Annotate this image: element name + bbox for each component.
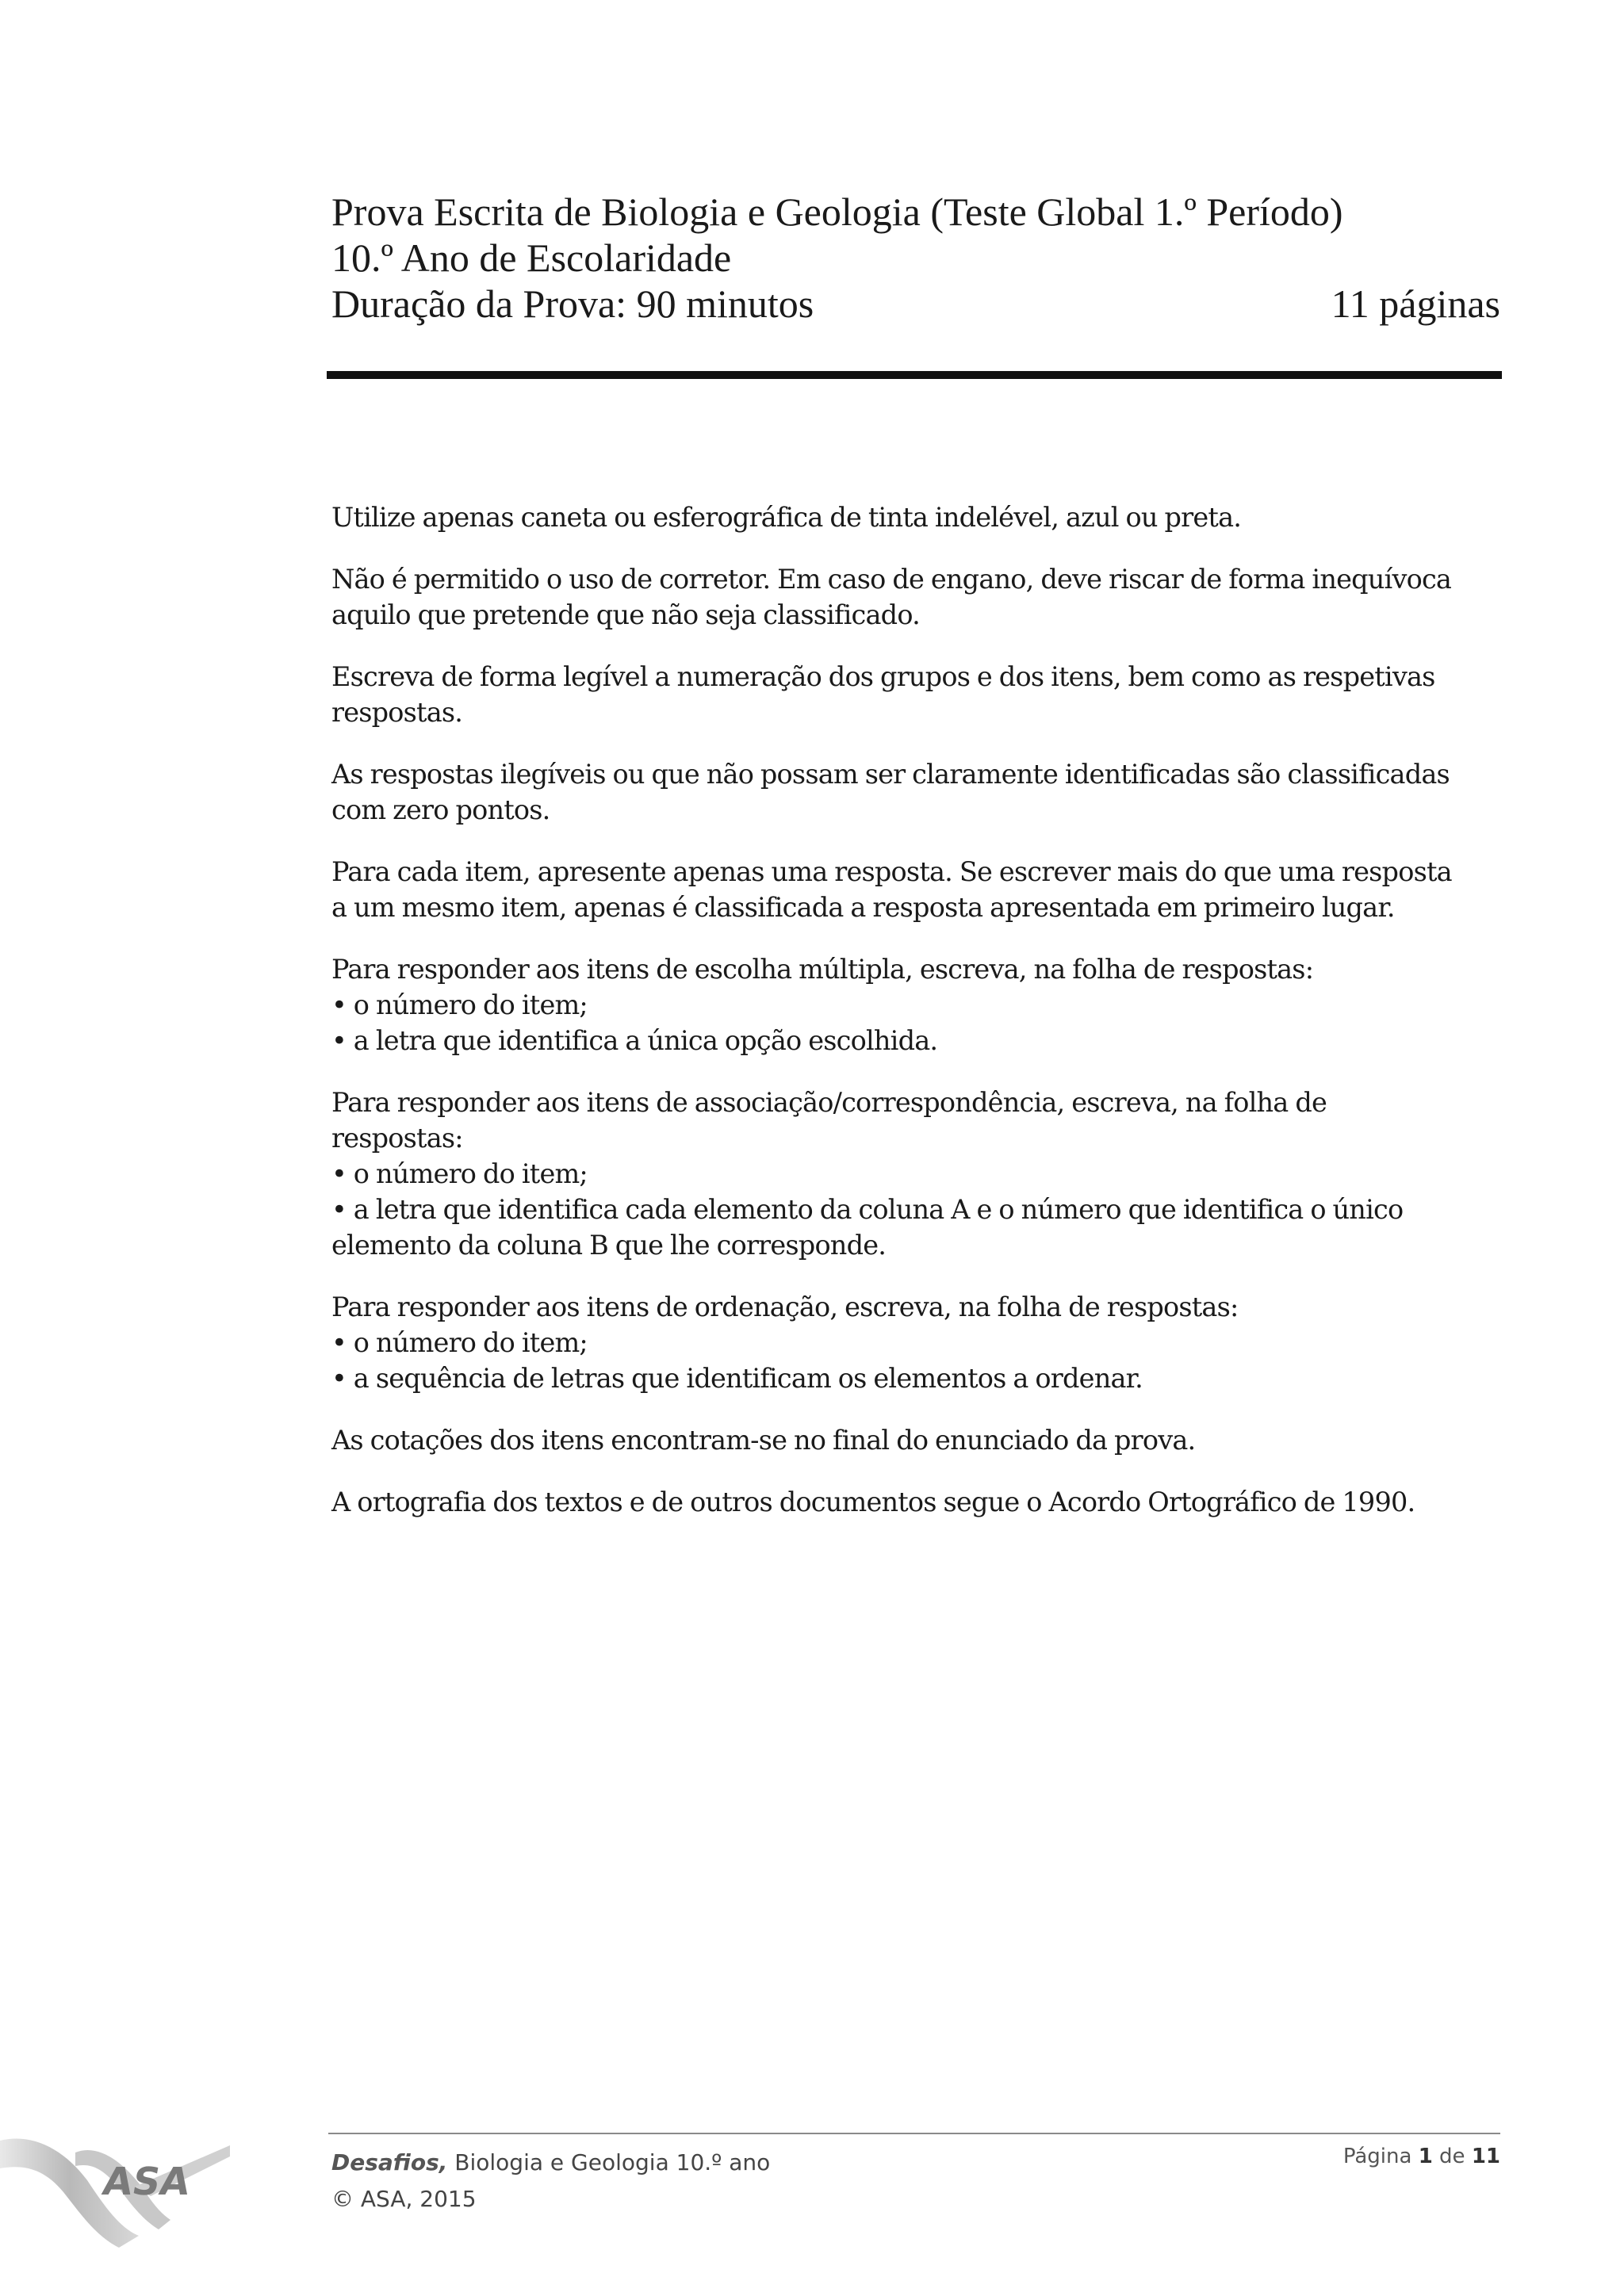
instruction-paragraph — [331, 659, 1497, 730]
instruction-paragraph — [331, 499, 1497, 535]
grade-level: 10.º Ano de Escolaridade — [331, 235, 732, 280]
instruction-paragraph — [331, 1484, 1497, 1520]
copyright: © ASA, 2015 — [331, 2186, 477, 2212]
instruction-line: com zero pontos. — [331, 794, 550, 825]
instruction-line: • o número do item; — [331, 1327, 588, 1358]
instruction-line: Para responder aos itens de escolha múltipla, escreva, na folha de respostas: — [331, 954, 1314, 985]
page-separator: de — [1439, 2145, 1465, 2168]
duration-row — [331, 281, 1500, 327]
instruction-line: respostas: — [331, 1123, 463, 1154]
instructions-list — [331, 499, 1497, 1546]
instruction-line: Utilize apenas caneta ou esferográfica de tinta indelével, azul ou preta. — [331, 502, 1242, 533]
instruction-line: • o número do item; — [331, 1158, 588, 1189]
instruction-line: • a sequência de letras que identificam os elementos a ordenar. — [331, 1363, 1143, 1394]
instruction-line: As respostas ilegíveis ou que não possam ser claramente identificadas são classificadas — [331, 759, 1450, 790]
exam-title: Prova Escrita de Biologia e Geologia (Teste Global 1.º Período) — [331, 189, 1343, 234]
logo-text: ASA — [99, 2160, 193, 2204]
instruction-line: aquilo que pretende que não seja classificado. — [331, 599, 920, 630]
instruction-line: respostas. — [331, 697, 463, 728]
book-title: Desafios, — [331, 2149, 448, 2175]
instruction-line: • a letra que identifica a única opção escolhida. — [331, 1025, 938, 1056]
page-number — [1343, 2141, 1500, 2172]
instruction-line: Para responder aos itens de associação/correspondência, escreva, na folha de — [331, 1087, 1327, 1118]
instruction-line: Para cada item, apresente apenas uma resposta. Se escrever mais do que uma resposta — [331, 856, 1452, 887]
instruction-line: a um mesmo item, apenas é classificada a resposta apresentada em primeiro lugar. — [331, 892, 1395, 923]
instruction-line: • o número do item; — [331, 989, 588, 1020]
instruction-line: Não é permitido o uso de corretor. Em caso de engano, deve riscar de forma inequívoca — [331, 564, 1452, 595]
instruction-paragraph — [331, 854, 1497, 925]
page-count: 11 páginas — [1331, 281, 1500, 326]
instruction-paragraph — [331, 756, 1497, 828]
instruction-paragraph — [331, 951, 1497, 1058]
page-total: 11 — [1471, 2145, 1500, 2168]
instruction-line: • a letra que identifica cada elemento da coluna A e o número que identifica o único — [331, 1194, 1404, 1225]
instruction-line: As cotações dos itens encontram-se no final do enunciado da prova. — [331, 1425, 1196, 1456]
document-header — [331, 189, 1500, 327]
header-divider — [327, 371, 1502, 379]
asa-logo — [0, 2093, 230, 2252]
book-subtitle: Biologia e Geologia 10.º ano — [454, 2149, 771, 2175]
instruction-paragraph — [331, 1422, 1497, 1458]
instruction-paragraph — [331, 561, 1497, 633]
footer-divider — [328, 2133, 1500, 2134]
instruction-paragraph — [331, 1085, 1497, 1263]
page-prefix: Página — [1342, 2145, 1412, 2168]
instruction-line: Escreva de forma legível a numeração dos grupos e dos itens, bem como as respetivas — [331, 661, 1435, 692]
page-current: 1 — [1418, 2145, 1433, 2168]
instruction-line: elemento da coluna B que lhe corresponde. — [331, 1230, 887, 1261]
instruction-paragraph — [331, 1289, 1497, 1396]
instruction-line: Para responder aos itens de ordenação, escreva, na folha de respostas: — [331, 1292, 1239, 1322]
instruction-line: A ortografia dos textos e de outros documentos segue o Acordo Ortográfico de 1990. — [331, 1487, 1415, 1517]
exam-duration: Duração da Prova: 90 minutos — [331, 281, 814, 326]
footer-book-info — [331, 2147, 770, 2179]
